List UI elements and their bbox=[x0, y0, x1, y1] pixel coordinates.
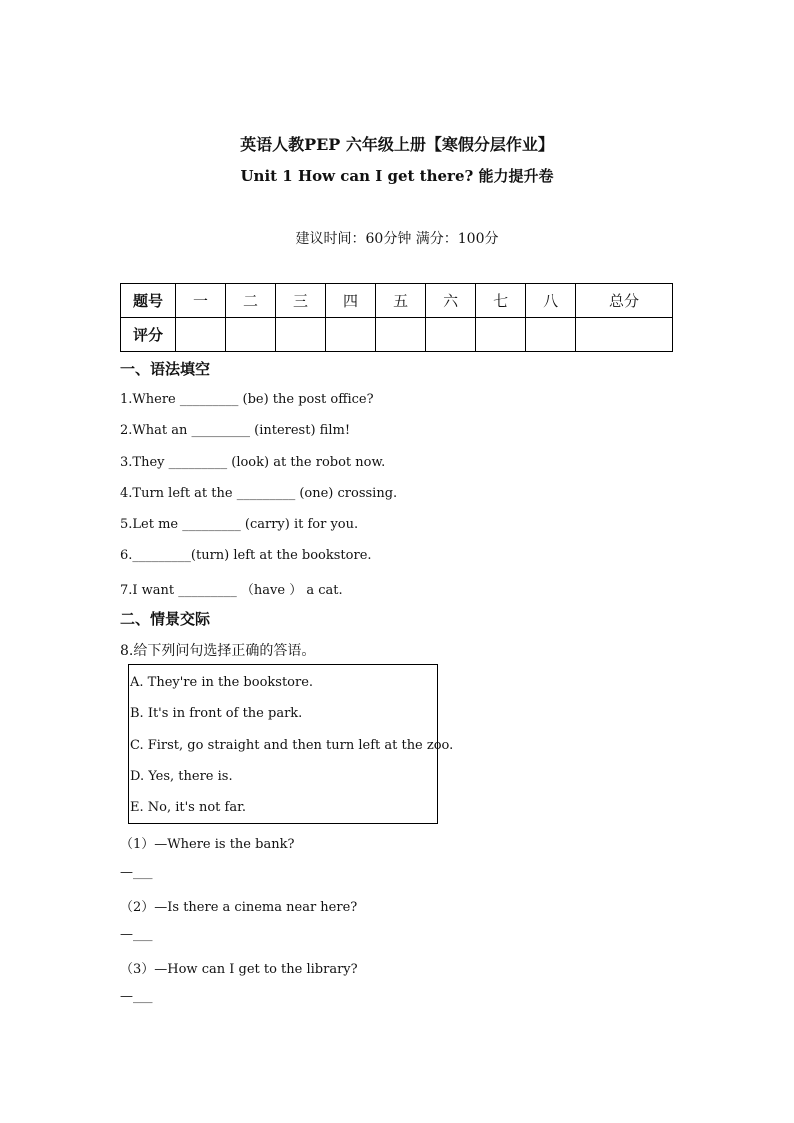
choice-a: A. They're in the bookstore. bbox=[130, 675, 314, 690]
column-header: 四 bbox=[326, 284, 376, 318]
score-cell-total[interactable] bbox=[576, 318, 673, 352]
dialogue-answer-3[interactable]: —___ bbox=[120, 989, 153, 1004]
question-4: 4.Turn left at the _________ (one) crossing. bbox=[120, 486, 398, 501]
score-table bbox=[120, 283, 673, 352]
column-header: 八 bbox=[526, 284, 576, 318]
row-header-question-number: 题号 bbox=[121, 284, 176, 318]
column-header: 一 bbox=[176, 284, 226, 318]
score-cell[interactable] bbox=[476, 318, 526, 352]
question-3: 3.They _________ (look) at the robot now. bbox=[120, 455, 386, 470]
choice-b: B. It's in front of the park. bbox=[130, 706, 303, 721]
answer-choices-box bbox=[128, 664, 454, 824]
column-header: 三 bbox=[276, 284, 326, 318]
dialogue-question-2: （2）—Is there a cinema near here? bbox=[120, 900, 358, 915]
question-8-instruction: 8.给下列问句选择正确的答语。 bbox=[120, 643, 316, 659]
column-header: 七 bbox=[476, 284, 526, 318]
time-and-score-info: 建议时间：60分钟 满分：100分 bbox=[295, 231, 499, 247]
choice-e: E. No, it's not far. bbox=[130, 800, 247, 815]
score-cell[interactable] bbox=[376, 318, 426, 352]
section-heading-grammar: 一、语法填空 bbox=[120, 360, 211, 378]
worksheet-title: 英语人教PEP 六年级上册【寒假分层作业】 bbox=[240, 135, 554, 154]
dialogue-answer-1[interactable]: —___ bbox=[120, 865, 153, 880]
choice-d: D. Yes, there is. bbox=[130, 769, 233, 784]
worksheet-subtitle: Unit 1 How can I get there? 能力提升卷 bbox=[240, 167, 554, 185]
score-cell[interactable] bbox=[526, 318, 576, 352]
column-header: 二 bbox=[226, 284, 276, 318]
dialogue-question-3: （3）—How can I get to the library? bbox=[120, 962, 358, 977]
choice-c: C. First, go straight and then turn left at the zoo. bbox=[130, 738, 454, 753]
question-5: 5.Let me _________ (carry) it for you. bbox=[120, 517, 359, 532]
question-6: 6._________(turn) left at the bookstore. bbox=[120, 548, 372, 563]
score-cell[interactable] bbox=[326, 318, 376, 352]
score-cell[interactable] bbox=[176, 318, 226, 352]
score-cell[interactable] bbox=[276, 318, 326, 352]
score-row bbox=[121, 318, 673, 352]
column-header: 五 bbox=[376, 284, 426, 318]
dialogue-question-1: （1）—Where is the bank? bbox=[120, 837, 295, 852]
row-header-score: 评分 bbox=[121, 318, 176, 352]
question-2: 2.What an _________ (interest) film! bbox=[120, 423, 351, 438]
column-header-total: 总分 bbox=[576, 284, 673, 318]
section-heading-dialogue: 二、情景交际 bbox=[120, 610, 211, 628]
question-1: 1.Where _________ (be) the post office? bbox=[120, 392, 374, 407]
question-7: 7.I want _________ （have ） a cat. bbox=[120, 583, 343, 598]
dialogue-answer-2[interactable]: —___ bbox=[120, 927, 153, 942]
score-cell[interactable] bbox=[226, 318, 276, 352]
question-number-row bbox=[121, 284, 673, 318]
column-header: 六 bbox=[426, 284, 476, 318]
score-cell[interactable] bbox=[426, 318, 476, 352]
